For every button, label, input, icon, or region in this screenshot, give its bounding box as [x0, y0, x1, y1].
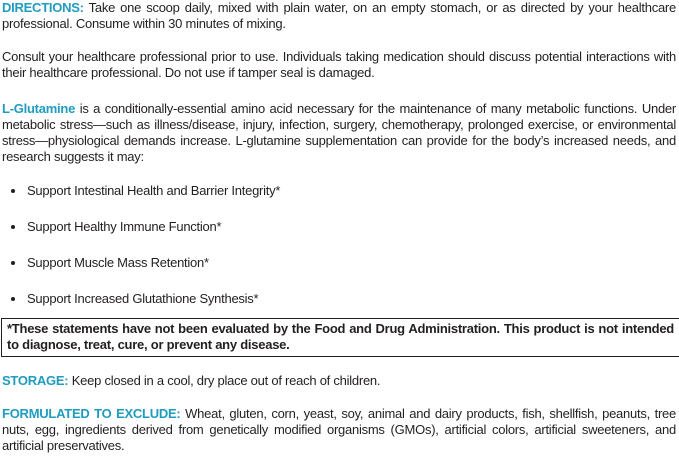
bullet-icon	[11, 189, 15, 193]
bullet-icon	[11, 225, 15, 229]
benefit-text: Support Healthy Immune Function*	[27, 219, 222, 234]
storage-heading: STORAGE:	[2, 373, 69, 388]
directions-heading: DIRECTIONS:	[2, 0, 84, 15]
storage-text: Keep closed in a cool, dry place out of reach of children.	[68, 373, 381, 388]
formulated-text: Wheat, gluten, corn, yeast, soy, animal and dairy products, fish, shellfish, peanuts, tree nuts, egg, ingredients derived from genetically modified organisms (GMOs), artificial colors, artificial sweeteners, and artificial preservatives.	[2, 406, 676, 453]
bullet-icon	[11, 297, 15, 301]
directions-text: Take one scoop daily, mixed with plain water, on an empty stomach, or as directed by your healthcare professional. Consume within 30 minutes of mixing.	[2, 0, 676, 31]
formulated-paragraph	[2, 406, 676, 454]
glutamine-heading: L-Glutamine	[2, 101, 76, 116]
benefits-list	[9, 183, 280, 327]
formulated-heading: FORMULATED TO EXCLUDE:	[2, 406, 181, 421]
directions-paragraph	[2, 0, 676, 32]
consult-paragraph: Consult your healthcare professional prior to use. Individuals taking medication should discuss potential interactions with their healthcare professional. Do not use if tamper seal is damaged.	[2, 49, 676, 80]
benefit-item	[9, 183, 280, 199]
fda-disclaimer-text: *These statements have not been evaluated by the Food and Drug Administration. This product is not intended to diagnose, treat, cure, or prevent any disease.	[7, 321, 674, 352]
glutamine-text: is a conditionally-essential amino acid necessary for the maintenance of many metabolic functions. Under metabolic stress—such as illness/disease, injury, infection, surgery, chemotherapy, prolonged exercise, or environmental stress—physiological demands increase. L-glutamine supplementation can provide for the body’s increased needs, and research suggests it may:	[2, 101, 676, 164]
benefit-item	[9, 291, 280, 307]
glutamine-paragraph	[2, 101, 676, 165]
benefit-text: Support Muscle Mass Retention*	[27, 255, 209, 270]
benefit-item	[9, 255, 280, 271]
storage-paragraph	[2, 373, 676, 389]
benefit-text: Support Intestinal Health and Barrier Integrity*	[27, 183, 281, 198]
fda-disclaimer-box	[1, 318, 679, 357]
bullet-icon	[11, 261, 15, 265]
benefit-text: Support Increased Glutathione Synthesis*	[27, 291, 259, 306]
benefit-item	[9, 219, 280, 235]
